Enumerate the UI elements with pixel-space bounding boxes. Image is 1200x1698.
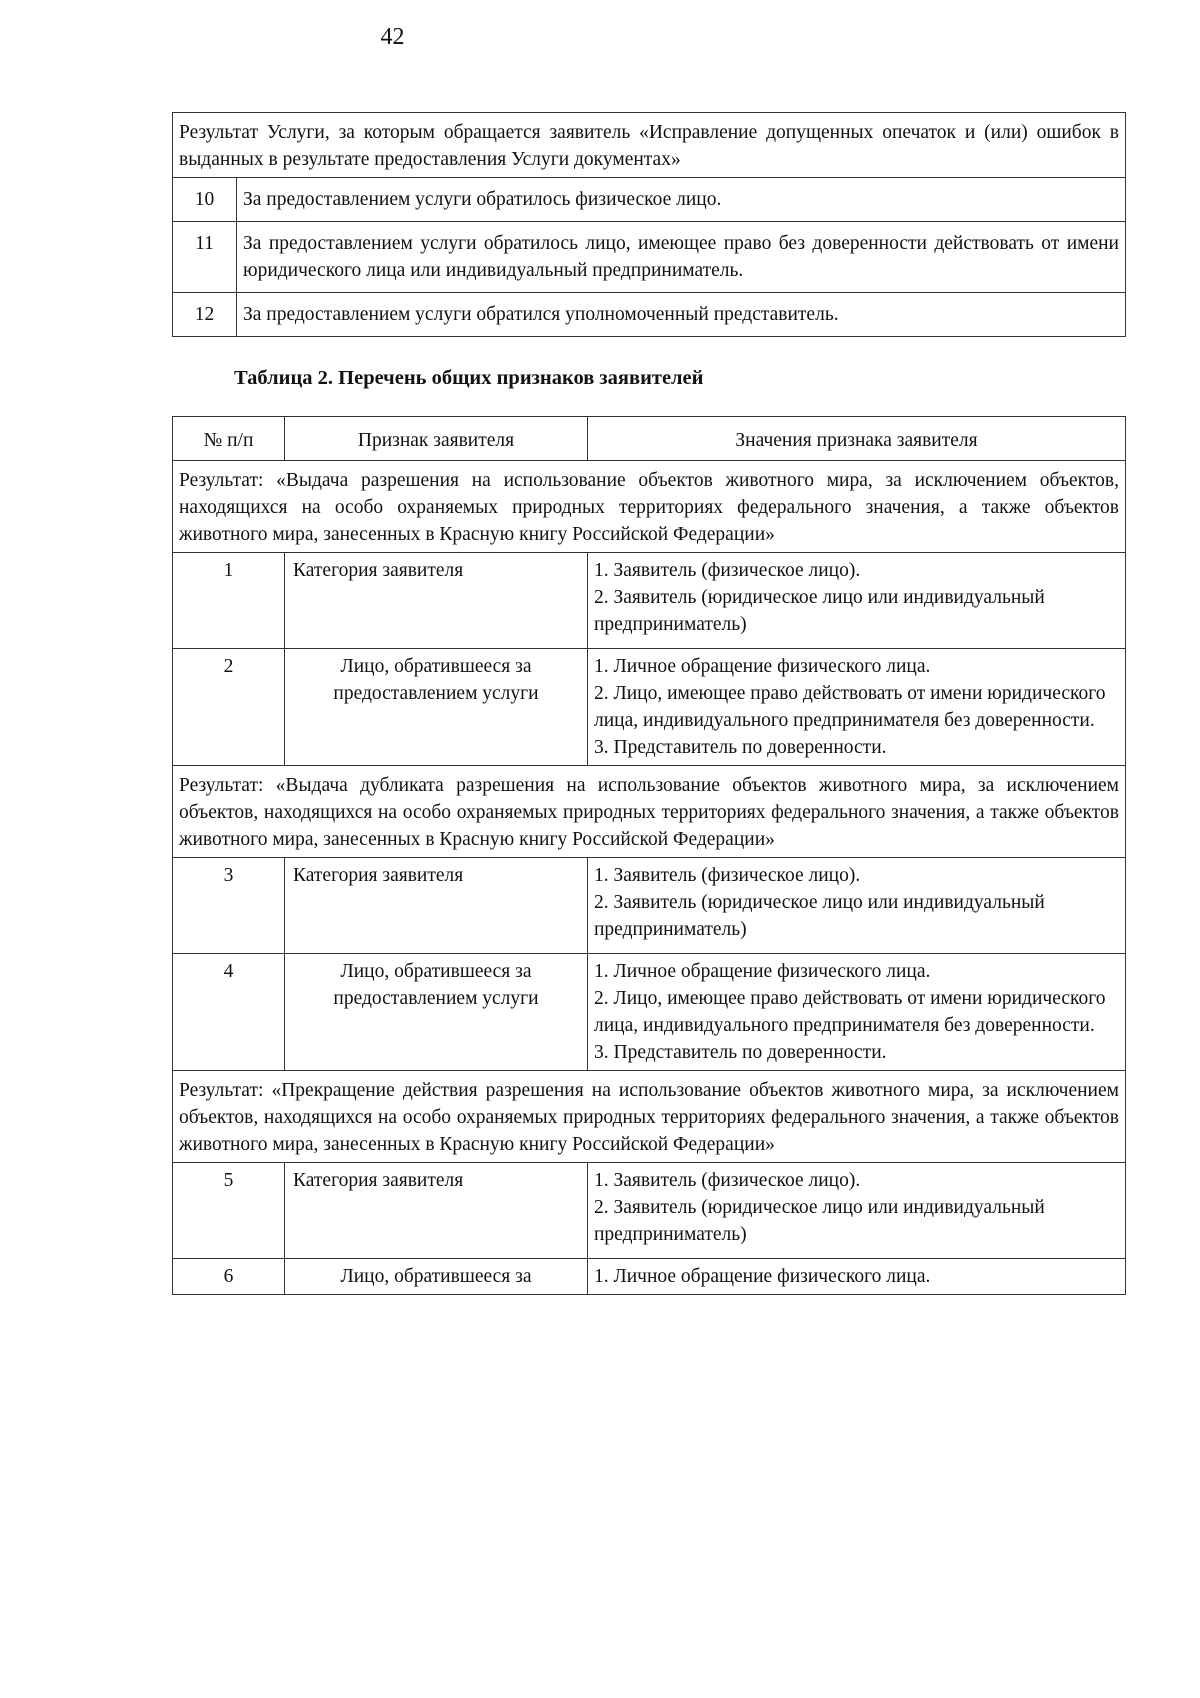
feature-cell: Категория заявителя xyxy=(285,858,588,954)
result-section-row xyxy=(173,1071,1126,1163)
table-section-header xyxy=(173,113,1126,178)
table-row xyxy=(173,1259,1126,1295)
table-row xyxy=(173,954,1126,1071)
value-item: 3. Представитель по доверенности. xyxy=(594,1042,887,1063)
feature-cell: Категория заявителя xyxy=(285,1163,588,1259)
row-number: 4 xyxy=(173,954,285,1071)
feature-cell: Лицо, обратившееся за предоставлением услуги xyxy=(285,954,588,1071)
table-row xyxy=(173,649,1126,766)
value-item: 1. Заявитель (физическое лицо). xyxy=(594,1170,861,1191)
value-item: 2. Заявитель (юридическое лицо или индивидуальный предприниматель) xyxy=(594,892,1045,940)
column-header-number: № п/п xyxy=(173,417,285,461)
value-item: 3. Представитель по доверенности. xyxy=(594,737,887,758)
table-row xyxy=(173,858,1126,954)
row-text: За предоставлением услуги обратилось физическое лицо. xyxy=(237,178,1126,222)
table-title: Таблица 2. Перечень общих признаков заявителей xyxy=(234,367,704,389)
value-item: 1. Личное обращение физического лица. xyxy=(594,656,931,677)
row-text: За предоставлением услуги обратился уполномоченный представитель. xyxy=(237,293,1126,337)
feature-cell: Категория заявителя xyxy=(285,553,588,649)
column-header-values: Значения признака заявителя xyxy=(588,417,1126,461)
value-item: 1. Личное обращение физического лица. xyxy=(594,1266,931,1287)
result-description: Результат: «Выдача дубликата разрешения на использование объектов животного мира, за исключением объектов, находящихся на особо охраняемых природных территориях федерального значения, а также объектов животного мира, занесенных в Красную книгу Российской Федерации» xyxy=(173,766,1126,858)
result-section-row xyxy=(173,766,1126,858)
value-item: 2. Лицо, имеющее право действовать от имени юридического лица, индивидуального предпринимателя без доверенности. xyxy=(594,988,1106,1036)
result-description: Результат: «Прекращение действия разрешения на использование объектов животного мира, за исключением объектов, находящихся на особо охраняемых природных территориях федерального значения, а также объектов животного мира, занесенных в Красную книгу Российской Федерации» xyxy=(173,1071,1126,1163)
row-text: За предоставлением услуги обратилось лицо, имеющее право без доверенности действовать от имени юридического лица или индивидуальный предприниматель. xyxy=(237,222,1126,293)
value-item: 1. Личное обращение физического лица. xyxy=(594,961,931,982)
value-item: 2. Лицо, имеющее право действовать от имени юридического лица, индивидуального предпринимателя без доверенности. xyxy=(594,683,1106,731)
applicant-variants-table xyxy=(172,112,1126,337)
values-cell xyxy=(588,553,1126,649)
feature-cell: Лицо, обратившееся за xyxy=(285,1259,588,1295)
values-cell xyxy=(588,1163,1126,1259)
table-row xyxy=(173,222,1126,293)
value-item: 2. Заявитель (юридическое лицо или индивидуальный предприниматель) xyxy=(594,587,1045,635)
value-item: 1. Заявитель (физическое лицо). xyxy=(594,865,861,886)
values-cell xyxy=(588,1259,1126,1295)
table-header-row xyxy=(173,417,1126,461)
result-header: Результат Услуги, за которым обращается заявитель «Исправление допущенных опечаток и (или) ошибок в выданных в результате предоставления Услуги документах» xyxy=(173,113,1126,178)
result-description: Результат: «Выдача разрешения на использование объектов животного мира, за исключением объектов, находящихся на особо охраняемых природных территориях федерального значения, а также объектов животного мира, занесенных в Красную книгу Российской Федерации» xyxy=(173,461,1126,553)
table-row xyxy=(173,1163,1126,1259)
row-number: 6 xyxy=(173,1259,285,1295)
row-number: 3 xyxy=(173,858,285,954)
value-item: 2. Заявитель (юридическое лицо или индивидуальный предприниматель) xyxy=(594,1197,1045,1245)
row-number: 5 xyxy=(173,1163,285,1259)
table-row xyxy=(173,293,1126,337)
values-cell xyxy=(588,954,1126,1071)
row-number: 2 xyxy=(173,649,285,766)
row-number: 10 xyxy=(173,178,237,222)
value-item: 1. Заявитель (физическое лицо). xyxy=(594,560,861,581)
row-number: 11 xyxy=(173,222,237,293)
column-header-feature: Признак заявителя xyxy=(285,417,588,461)
row-number: 1 xyxy=(173,553,285,649)
table-row xyxy=(173,553,1126,649)
row-number: 12 xyxy=(173,293,237,337)
document-body xyxy=(172,112,1126,1295)
applicant-features-table xyxy=(172,416,1126,1295)
page-number: 42 xyxy=(380,24,405,50)
values-cell xyxy=(588,649,1126,766)
feature-cell: Лицо, обратившееся за предоставлением услуги xyxy=(285,649,588,766)
values-cell xyxy=(588,858,1126,954)
result-section-row xyxy=(173,461,1126,553)
table-row xyxy=(173,178,1126,222)
